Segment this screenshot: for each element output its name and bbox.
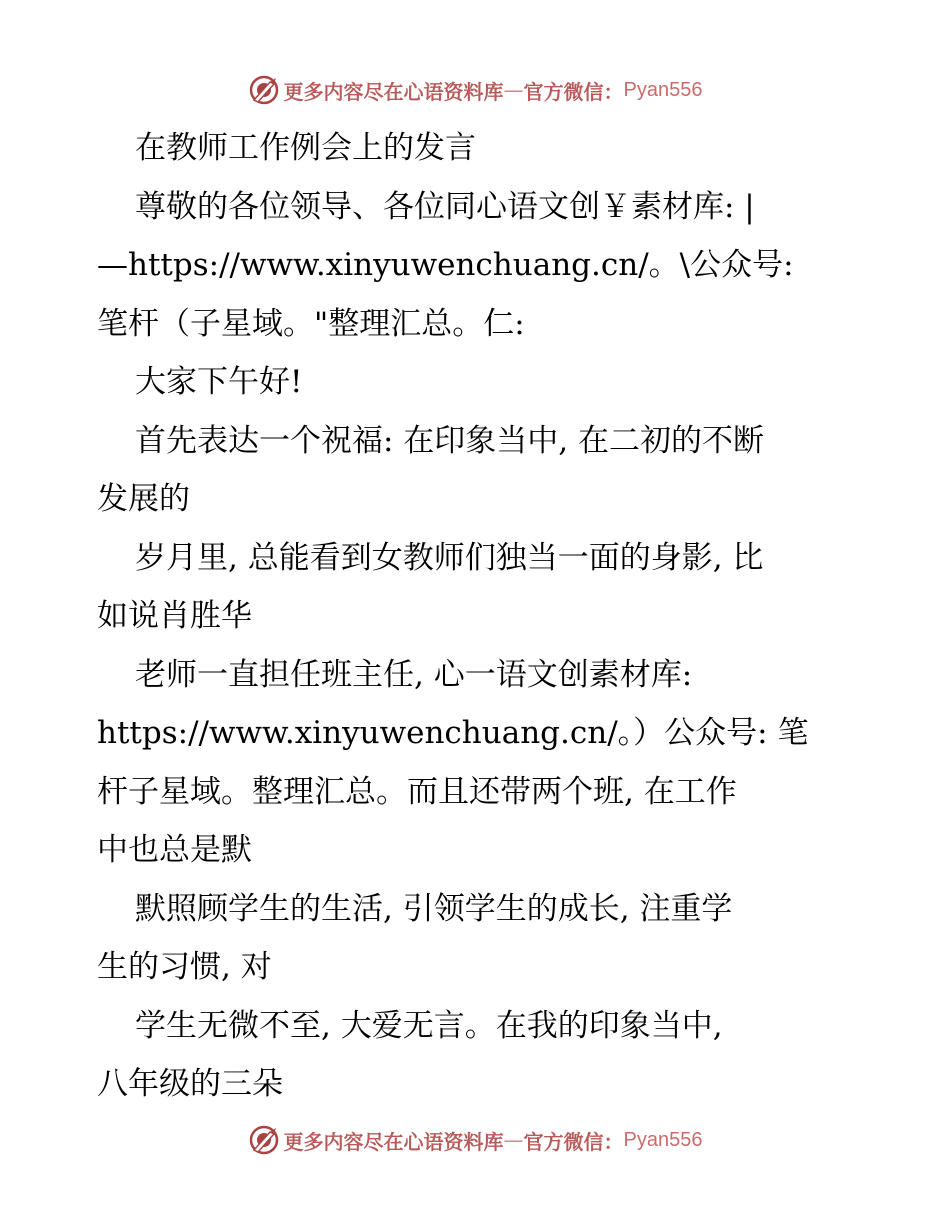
body-line: 八年级的三朵	[97, 1066, 283, 1102]
banner-official-label: 官方微信：	[523, 1129, 624, 1154]
body-line: 岁月里, 总能看到女教师们独当一面的身影, 比	[135, 539, 764, 576]
body-line: 学生无微不至, 大爱无言。在我的印象当中,	[135, 1007, 723, 1044]
body-line: 中也总是默	[97, 832, 252, 868]
document-body	[97, 119, 857, 1114]
body-line: 杆子星域。整理汇总。而且还带两个班, 在工作	[97, 773, 737, 810]
body-line: 如说肖胜华	[97, 598, 252, 634]
body-line: 默照顾学生的生活, 引领学生的成长, 注重学	[135, 890, 733, 927]
body-line: 大家下午好!	[135, 364, 303, 400]
banner-separator: —	[503, 1128, 524, 1152]
body-line: 笔杆（子星域。"整理汇总。仁:	[97, 305, 525, 342]
header-banner	[0, 70, 950, 110]
body-line: 生的习惯, 对	[97, 949, 272, 985]
banner-wechat-id: Pyan556	[623, 1128, 703, 1151]
body-line: 首先表达一个祝福: 在印象当中, 在二初的不断	[135, 422, 765, 459]
banner-main-text: 更多内容尽在心语资料库	[283, 79, 504, 104]
banner-main-text: 更多内容尽在心语资料库	[283, 1129, 504, 1154]
body-line: 尊敬的各位领导、各位同心语文创￥素材库: |	[135, 188, 755, 225]
footer-banner	[0, 1120, 950, 1160]
banner-official-label: 官方微信：	[523, 79, 624, 104]
body-line: 发展的	[97, 481, 190, 517]
pen-logo-icon	[248, 74, 280, 106]
banner-separator: —	[503, 78, 524, 102]
banner-wechat-id: Pyan556	[623, 78, 703, 101]
document-title: 在教师工作例会上的发言	[135, 130, 476, 166]
pen-logo-icon	[248, 1124, 280, 1156]
body-line: 老师一直担任班主任, 心一语文创素材库:	[135, 656, 693, 693]
body-line: https://www.xinyuwenchuang.cn/。）公众号: 笔	[97, 715, 809, 751]
body-line: —https://www.xinyuwenchuang.cn/。\公众号:	[97, 247, 794, 283]
